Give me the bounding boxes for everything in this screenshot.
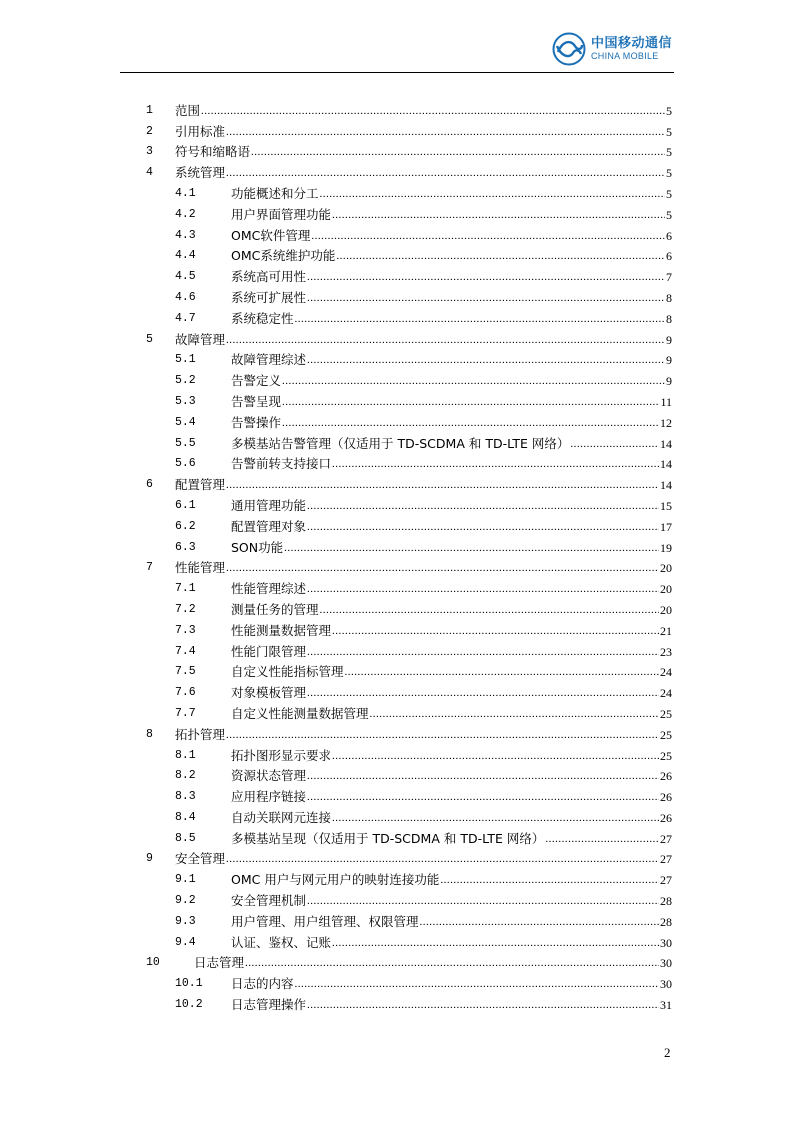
toc-entry[interactable]: [146, 327, 672, 348]
toc-entry-page: 9: [666, 332, 672, 347]
toc-entry-title: 测量任务的管理: [231, 601, 319, 617]
toc-entry[interactable]: [146, 223, 672, 244]
toc-entry-number: 7.1: [175, 582, 196, 596]
toc-entry-title: 系统稳定性: [231, 310, 294, 326]
toc-entry-page: 5: [666, 186, 672, 201]
toc-dot-leader: [311, 228, 665, 244]
toc-entry-title: 安全管理机制: [231, 893, 307, 909]
toc-entry[interactable]: [146, 618, 672, 639]
toc-entry[interactable]: [146, 160, 672, 181]
toc-entry-page: 27: [660, 831, 672, 846]
toc-dot-leader: [545, 831, 659, 847]
toc-entry-page: 17: [660, 519, 672, 534]
toc-entry-title: 性能测量数据管理: [231, 622, 332, 638]
toc-entry[interactable]: [146, 847, 672, 868]
toc-entry-title: 日志管理: [194, 955, 245, 971]
toc-entry[interactable]: [146, 764, 672, 785]
toc-entry-title: 告警定义: [231, 373, 282, 389]
toc-entry-title: 故障管理: [175, 331, 226, 347]
toc-entry-title: 通用管理功能: [231, 497, 307, 513]
toc-entry-title: 自动关联网元连接: [231, 809, 332, 825]
toc-entry-title: 资源状态管理: [231, 768, 307, 784]
toc-dot-leader: [284, 540, 659, 556]
toc-entry-number: 10.2: [175, 998, 203, 1012]
toc-entry-page: 8: [666, 311, 672, 326]
toc-entry[interactable]: [146, 971, 672, 992]
toc-dot-leader: [251, 144, 665, 160]
toc-entry[interactable]: [146, 181, 672, 202]
toc-entry-title: 用户管理、用户组管理、权限管理: [231, 913, 419, 929]
toc-entry-page: 27: [660, 873, 672, 888]
toc-entry-title: 告警操作: [231, 414, 282, 430]
toc-entry-page: 20: [660, 561, 672, 576]
toc-entry-page: 30: [660, 956, 672, 971]
toc-entry-title: 安全管理: [175, 851, 226, 867]
toc-entry[interactable]: [146, 98, 672, 119]
toc-entry-page: 5: [666, 103, 672, 118]
toc-entry-number: 7.3: [175, 623, 196, 637]
toc-entry-page: 25: [660, 727, 672, 742]
toc-entry[interactable]: [146, 556, 672, 577]
toc-entry-page: 6: [666, 249, 672, 264]
toc-dot-leader: [226, 332, 665, 348]
toc-dot-leader: [332, 935, 659, 951]
toc-entry-title: SON功能: [231, 539, 284, 555]
toc-entry-number: 7.6: [175, 686, 196, 700]
logo-chinese-text: 中国移动通信: [590, 36, 672, 51]
toc-dot-leader: [226, 851, 659, 867]
toc-entry[interactable]: [146, 348, 672, 369]
toc-entry-number: 5.6: [175, 457, 196, 471]
toc-entry[interactable]: [146, 431, 672, 452]
toc-dot-leader: [307, 997, 659, 1013]
toc-entry-number: 4.6: [175, 290, 196, 304]
toc-entry-title: 功能概述和分工: [231, 185, 319, 201]
toc-dot-leader: [295, 311, 665, 327]
toc-entry[interactable]: [146, 535, 672, 556]
toc-dot-leader: [307, 768, 659, 784]
toc-entry-number: 7.7: [175, 706, 196, 720]
toc-entry[interactable]: [146, 888, 672, 909]
toc-entry-page: 28: [660, 894, 672, 909]
toc-entry-page: 30: [660, 935, 672, 950]
toc-entry-number: 5.5: [175, 436, 196, 450]
toc-entry-page: 24: [660, 686, 672, 701]
toc-entry-number: 5: [146, 332, 153, 346]
toc-dot-leader: [440, 872, 659, 888]
toc-entry[interactable]: [146, 285, 672, 306]
toc-dot-leader: [570, 436, 659, 452]
toc-entry[interactable]: [146, 576, 672, 597]
toc-entry-page: 14: [660, 436, 672, 451]
toc-entry-number: 3: [146, 145, 153, 159]
toc-entry-title: 多模基站呈现（仅适用于 TD-SCDMA 和 TD-LTE 网络）: [231, 830, 545, 846]
toc-entry-number: 6: [146, 478, 153, 492]
toc-entry-title: 自定义性能测量数据管理: [231, 705, 369, 721]
toc-entry-title: 认证、鉴权、记账: [231, 934, 332, 950]
toc-entry-number: 5.3: [175, 394, 196, 408]
toc-entry-title: 自定义性能指标管理: [231, 664, 344, 680]
toc-entry-title: 对象模板管理: [231, 685, 307, 701]
toc-entry-page: 30: [660, 977, 672, 992]
toc-entry-number: 8.3: [175, 790, 196, 804]
toc-entry-page: 26: [660, 790, 672, 805]
toc-entry-number: 4.1: [175, 186, 196, 200]
toc-entry-title: 告警前转支持接口: [231, 456, 332, 472]
toc-entry-title: OMC 用户与网元用户的映射连接功能: [231, 872, 440, 888]
toc-entry-number: 4.4: [175, 249, 196, 263]
toc-dot-leader: [307, 290, 665, 306]
toc-entry[interactable]: [146, 784, 672, 805]
toc-entry-number: 8: [146, 727, 153, 741]
china-mobile-logo: [551, 32, 672, 66]
toc-entry[interactable]: [146, 493, 672, 514]
toc-dot-leader: [245, 955, 659, 971]
toc-dot-leader: [295, 976, 659, 992]
page-header: [120, 30, 674, 73]
toc-entry-title: 配置管理: [175, 477, 226, 493]
toc-dot-leader: [420, 914, 659, 930]
toc-entry-page: 25: [660, 706, 672, 721]
toc-entry-page: 21: [660, 623, 672, 638]
logo-english-text: CHINA MOBILE: [590, 51, 659, 61]
toc-entry[interactable]: [146, 202, 672, 223]
toc-dot-leader: [307, 644, 659, 660]
toc-dot-leader: [226, 560, 659, 576]
toc-entry[interactable]: [146, 389, 672, 410]
toc-entry-number: 5.1: [175, 353, 196, 367]
toc-entry-page: 14: [660, 478, 672, 493]
toc-entry-page: 26: [660, 810, 672, 825]
toc-entry-page: 15: [660, 498, 672, 513]
toc-dot-leader: [336, 248, 665, 264]
toc-entry[interactable]: [146, 722, 672, 743]
toc-entry[interactable]: [146, 826, 672, 847]
toc-entry[interactable]: [146, 992, 672, 1013]
toc-entry-page: 25: [660, 748, 672, 763]
toc-entry-title: 系统高可用性: [231, 269, 307, 285]
china-mobile-logo-icon: [551, 32, 587, 66]
toc-entry[interactable]: [146, 452, 672, 473]
toc-dot-leader: [345, 664, 659, 680]
toc-entry[interactable]: [146, 264, 672, 285]
toc-dot-leader: [307, 581, 659, 597]
toc-entry-title: 日志的内容: [231, 976, 294, 992]
toc-entry-number: 9: [146, 852, 153, 866]
toc-dot-leader: [370, 706, 659, 722]
toc-entry-page: 9: [666, 374, 672, 389]
toc-entry-number: 7: [146, 561, 153, 575]
toc-entry[interactable]: [146, 660, 672, 681]
toc-dot-leader: [307, 352, 665, 368]
toc-entry-title: 范围: [175, 102, 201, 118]
toc-entry-number: 5.4: [175, 415, 196, 429]
toc-entry-page: 12: [660, 415, 672, 430]
toc-entry-page: 20: [660, 602, 672, 617]
toc-entry[interactable]: [146, 410, 672, 431]
toc-entry[interactable]: [146, 244, 672, 265]
toc-entry-title: OMC系统维护功能: [231, 248, 336, 264]
toc-entry-number: 2: [146, 124, 153, 138]
toc-entry-page: 24: [660, 665, 672, 680]
toc-entry[interactable]: [146, 368, 672, 389]
toc-entry[interactable]: [146, 930, 672, 951]
toc-entry-title: 用户界面管理功能: [231, 206, 332, 222]
toc-entry[interactable]: [146, 867, 672, 888]
toc-entry-number: 4.5: [175, 270, 196, 284]
toc-dot-leader: [201, 103, 665, 119]
toc-entry-page: 28: [660, 914, 672, 929]
toc-entry-number: 7.4: [175, 644, 196, 658]
toc-entry[interactable]: [146, 597, 672, 618]
toc-entry-page: 27: [660, 852, 672, 867]
toc-dot-leader: [226, 124, 665, 140]
toc-entry-page: 19: [660, 540, 672, 555]
toc-entry[interactable]: [146, 140, 672, 161]
toc-dot-leader: [332, 207, 665, 223]
toc-entry-number: 7.5: [175, 665, 196, 679]
page-number: 2: [664, 1045, 671, 1060]
toc-dot-leader: [307, 893, 659, 909]
toc-entry-number: 8.2: [175, 769, 196, 783]
toc-dot-leader: [332, 623, 659, 639]
toc-entry-title: OMC软件管理: [231, 227, 311, 243]
toc-entry-page: 31: [660, 998, 672, 1013]
toc-dot-leader: [282, 373, 665, 389]
toc-entry[interactable]: [146, 119, 672, 140]
toc-dot-leader: [282, 394, 659, 410]
toc-entry-number: 4: [146, 166, 153, 180]
toc-entry-page: 5: [666, 124, 672, 139]
toc-dot-leader: [307, 685, 659, 701]
toc-dot-leader: [307, 498, 659, 514]
toc-entry-number: 10: [146, 956, 160, 970]
toc-entry-title: 引用标准: [175, 123, 226, 139]
toc-entry[interactable]: [146, 805, 672, 826]
toc-entry-number: 7.2: [175, 602, 196, 616]
toc-entry-number: 6.1: [175, 498, 196, 512]
toc-entry-number: 8.4: [175, 810, 196, 824]
toc-dot-leader: [307, 269, 665, 285]
table-of-contents: [146, 98, 672, 1013]
toc-entry-number: 9.3: [175, 914, 196, 928]
toc-entry-page: 8: [666, 290, 672, 305]
toc-dot-leader: [226, 477, 659, 493]
toc-entry-title: 拓扑图形显示要求: [231, 747, 332, 763]
toc-dot-leader: [332, 810, 659, 826]
toc-entry-page: 14: [660, 457, 672, 472]
toc-entry-title: 配置管理对象: [231, 518, 307, 534]
toc-entry-title: 性能管理综述: [231, 581, 307, 597]
toc-entry[interactable]: [146, 680, 672, 701]
toc-entry[interactable]: [146, 472, 672, 493]
toc-entry-page: 5: [666, 166, 672, 181]
toc-entry-title: 性能管理: [175, 560, 226, 576]
toc-entry-title: 拓扑管理: [175, 726, 226, 742]
toc-entry-number: 8.5: [175, 831, 196, 845]
toc-dot-leader: [320, 186, 665, 202]
toc-entry[interactable]: [146, 909, 672, 930]
toc-entry-page: 5: [666, 207, 672, 222]
toc-dot-leader: [226, 727, 659, 743]
toc-entry-number: 4.2: [175, 207, 196, 221]
toc-entry-title: 告警呈现: [231, 393, 282, 409]
toc-entry-title: 日志管理操作: [231, 997, 307, 1013]
toc-entry-number: 5.2: [175, 374, 196, 388]
toc-dot-leader: [320, 602, 659, 618]
toc-entry[interactable]: [146, 951, 672, 972]
toc-entry-number: 9.4: [175, 935, 196, 949]
toc-entry-page: 5: [666, 145, 672, 160]
toc-dot-leader: [332, 748, 659, 764]
toc-entry-title: 系统可扩展性: [231, 289, 307, 305]
toc-entry-page: 7: [666, 270, 672, 285]
toc-entry-title: 多模基站告警管理（仅适用于 TD-SCDMA 和 TD-LTE 网络）: [231, 435, 570, 451]
toc-entry-number: 9.2: [175, 894, 196, 908]
toc-dot-leader: [332, 456, 659, 472]
toc-entry-page: 9: [666, 353, 672, 368]
toc-dot-leader: [307, 789, 659, 805]
toc-entry-page: 6: [666, 228, 672, 243]
toc-entry-page: 11: [660, 394, 672, 409]
toc-entry-page: 20: [660, 582, 672, 597]
toc-entry-page: 23: [660, 644, 672, 659]
toc-entry[interactable]: [146, 743, 672, 764]
toc-entry-title: 故障管理综述: [231, 352, 307, 368]
toc-entry-page: 26: [660, 769, 672, 784]
toc-entry-number: 9.1: [175, 873, 196, 887]
toc-dot-leader: [226, 165, 665, 181]
toc-entry-number: 6.3: [175, 540, 196, 554]
toc-entry-number: 8.1: [175, 748, 196, 762]
toc-entry-number: 1: [146, 103, 153, 117]
toc-entry-number: 10.1: [175, 977, 203, 991]
toc-entry-title: 符号和缩略语: [175, 144, 251, 160]
toc-dot-leader: [307, 519, 659, 535]
toc-entry[interactable]: [146, 306, 672, 327]
toc-entry-number: 4.7: [175, 311, 196, 325]
toc-entry[interactable]: [146, 514, 672, 535]
toc-entry-title: 应用程序链接: [231, 789, 307, 805]
toc-entry-number: 4.3: [175, 228, 196, 242]
toc-entry[interactable]: [146, 701, 672, 722]
toc-entry-title: 性能门限管理: [231, 643, 307, 659]
toc-entry[interactable]: [146, 639, 672, 660]
toc-dot-leader: [282, 415, 659, 431]
toc-entry-number: 6.2: [175, 519, 196, 533]
toc-entry-title: 系统管理: [175, 165, 226, 181]
